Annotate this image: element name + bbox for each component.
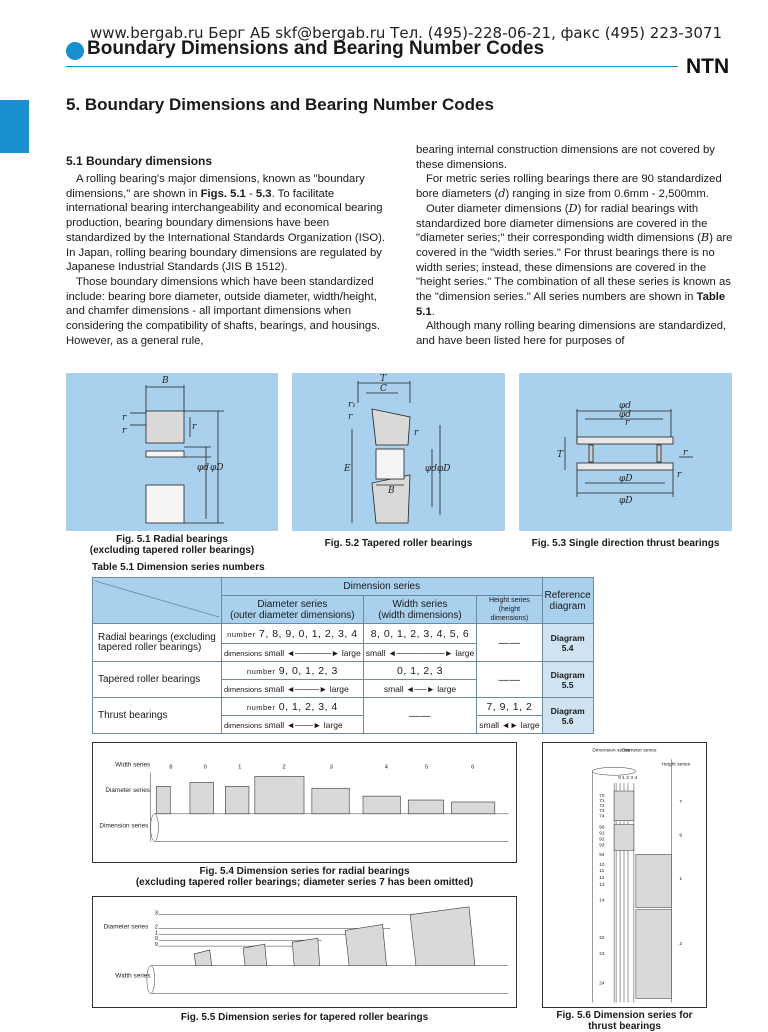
svg-text:23: 23 — [599, 952, 605, 958]
svg-text:91: 91 — [599, 831, 605, 837]
caption-fig-5-5: Fig. 5.5 Dimension series for tapered roller bearings — [180, 1012, 429, 1023]
label-T: T — [380, 374, 387, 384]
paragraph: Although many rolling bearing dimensions are standardized, and have been listed here for purposes of — [416, 320, 727, 348]
row-label: Tapered roller bearings — [93, 662, 222, 698]
diagram-tapered-dimension-series — [92, 896, 517, 1008]
diameter-series-number: 9 — [154, 942, 159, 949]
header-height-series: Height series (height dimensions) — [477, 596, 542, 624]
svg-text:10: 10 — [599, 863, 605, 869]
width-values: 0, 1, 2, 3 — [363, 662, 476, 680]
label-T: T — [557, 450, 564, 460]
width-series-number: 3 — [329, 764, 333, 771]
header-contact: www.bergab.ru Берг АБ skf@bergab.ru Тел. (495)-228-06-21, факс (495) 223-3071 — [90, 24, 723, 42]
brand-logo: NTN — [686, 55, 730, 78]
body-column-left — [66, 172, 386, 348]
header-reference: Reference diagram — [542, 578, 593, 624]
caption-fig-5-3: Fig. 5.3 Single direction thrust bearings — [531, 538, 720, 549]
height-series-number: 1 — [679, 876, 683, 882]
figure-tapered-roller-bearing — [292, 373, 505, 531]
width-range: small ◄────────► large — [363, 644, 476, 662]
diameter-values: number 0, 1, 2, 3, 4 — [222, 698, 364, 716]
label-phi-d: φd — [425, 464, 438, 474]
width-series-number: 6 — [471, 764, 475, 771]
paragraph: For metric series rolling bearings there are 90 standardized bore diameters (d) ranging in size from 0.6mm - 2,500mm. — [416, 173, 722, 201]
svg-text:72: 72 — [599, 803, 605, 809]
label-phi-D: φD — [210, 463, 224, 473]
diameter-series-number: 1 — [154, 930, 159, 937]
label-r: r — [192, 422, 197, 432]
height-values: —— — [477, 662, 542, 698]
label-dimension-series: Dimension series — [592, 748, 631, 754]
label-E: E — [344, 464, 351, 474]
svg-text:24: 24 — [599, 981, 605, 987]
header-bullet-icon — [66, 42, 84, 60]
label-phi-D: φD — [619, 474, 633, 484]
diameter-range: dimensions small ◄────► large — [222, 680, 364, 698]
diameter-values: number 9, 0, 1, 2, 3 — [222, 662, 364, 680]
header-title: Boundary Dimensions and Bearing Number Codes — [87, 38, 545, 59]
figure-radial-bearing — [66, 373, 278, 531]
label-B: B — [162, 376, 169, 386]
header-rule — [66, 66, 678, 67]
height-values: 7, 9, 1, 2 — [477, 698, 542, 716]
header-dimension-series: Dimension series — [222, 578, 543, 596]
side-tab-marker — [0, 100, 29, 153]
label-phi-d: φd — [619, 401, 632, 411]
height-series-number: 9 — [679, 833, 683, 839]
label-height-series: Height series — [661, 762, 691, 768]
subsection-title: 5.1 Boundary dimensions — [66, 154, 213, 168]
height-range: small ◄► large — [477, 716, 542, 734]
reference-diagram: Diagram 5.4 — [542, 624, 593, 662]
figure-thrust-bearing — [519, 373, 732, 531]
diameter-range: dimensions small ◄───► large — [222, 716, 364, 734]
paragraph: Outer diameter dimensions (D) for radial bearings with standardized bore diameter dimensions are covered in the "diameter series;" their corresponding width dimensions (B) are covered in the "width series." For thrust bearings there is no width series; instead, these dimensions are covered in the "height series." The combination of all these series is known as the "dimension series." All series numbers are shown in Table 5.1. — [416, 201, 733, 318]
label-phi-D: φD — [619, 496, 633, 506]
width-series-number: 4 — [384, 764, 388, 771]
width-values: 8, 0, 1, 2, 3, 4, 5, 6 — [363, 624, 476, 644]
label-dimension-series: Dimension series — [99, 822, 149, 830]
diameter-range: dimensions small ◄──────► large — [222, 644, 364, 662]
svg-text:92: 92 — [599, 837, 605, 843]
height-series-number: 2 — [679, 942, 683, 948]
svg-text:73: 73 — [599, 808, 605, 814]
label-r: r — [677, 470, 682, 480]
dimension-series-table — [92, 577, 594, 734]
table-row — [93, 624, 594, 644]
diagram-thrust-dimension-series — [542, 742, 707, 1008]
svg-text:94: 94 — [599, 853, 605, 859]
height-values: —— — [477, 624, 542, 662]
diagram-radial-dimension-series — [92, 742, 517, 863]
svg-text:93: 93 — [599, 843, 605, 849]
height-series-number: 7 — [679, 799, 683, 805]
svg-text:14: 14 — [599, 898, 605, 904]
label-C: C — [380, 384, 387, 394]
svg-text:70: 70 — [599, 793, 605, 799]
paragraph: Those boundary dimensions which have been standardized include: bearing bore diameter, outside diameter, width/height, and chamfer dimensions - all important dimensions when considering the compatibility of shafts, bearings, and housings. However, as a general rule, — [66, 275, 380, 347]
width-range: small ◄──► large — [363, 680, 476, 698]
label-phi-d: φd — [619, 410, 632, 420]
diameter-series-number: 2 — [154, 924, 159, 931]
caption-fig-5-6: Fig. 5.6 Dimension series for thrust bearings — [556, 1010, 693, 1032]
svg-text:11: 11 — [599, 869, 605, 875]
table-title: Table 5.1 Dimension series numbers — [92, 562, 265, 573]
diameter-series-number: 3 — [154, 910, 159, 917]
width-values: —— — [363, 698, 476, 734]
reference-diagram: Diagram 5.5 — [542, 662, 593, 698]
table-corner — [93, 578, 222, 624]
diameter-series-numbers: 0 1 2 3 4 — [618, 776, 638, 782]
label-width-series: Width series — [115, 761, 151, 769]
label-diameter-series: Diameter series — [622, 748, 657, 754]
label-r: r — [414, 428, 419, 438]
row-label: Thrust bearings — [93, 698, 222, 734]
label-r: r — [348, 412, 353, 422]
table-row — [93, 662, 594, 680]
caption-fig-5-2: Fig. 5.2 Tapered roller bearings — [324, 538, 473, 549]
diameter-values: number 7, 8, 9, 0, 1, 2, 3, 4 — [222, 624, 364, 644]
width-series-number: 5 — [424, 764, 429, 771]
header-width-series: Width series (width dimensions) — [363, 596, 476, 624]
label-diameter-series: Diameter series — [105, 787, 150, 795]
label-r: r — [683, 448, 688, 458]
table-row — [93, 698, 594, 716]
label-r1: r₁ — [348, 400, 356, 410]
svg-text:90: 90 — [599, 825, 605, 831]
paragraph: bearing internal construction dimensions are not covered by these dimensions. — [416, 144, 715, 171]
label-phi-d: φd — [197, 463, 210, 473]
svg-text:13: 13 — [599, 882, 605, 888]
width-series-number: 8 — [169, 764, 173, 771]
header-diameter-series: Diameter series (outer diameter dimensions) — [222, 596, 364, 624]
label-r: r — [625, 418, 630, 428]
body-column-right — [416, 143, 736, 349]
paragraph: A rolling bearing's major dimensions, known as "boundary dimensions," are shown in Figs. 5.1 - 5.3. To facilitate international bearing interchangeability and economical bearing production, bearing boundary dimensions have been standardized by the International Standards Organization (ISO). In Japan, rolling bearing boundary dimensions are regulated by Japanese Industrial Standards (JIS B 1512). — [66, 173, 386, 274]
diameter-series-number: 0 — [154, 936, 159, 943]
width-series-number: 2 — [282, 764, 286, 771]
svg-text:22: 22 — [599, 936, 605, 942]
reference-diagram: Diagram 5.6 — [542, 698, 593, 734]
label-r: r — [122, 413, 127, 423]
svg-text:71: 71 — [599, 798, 605, 804]
caption-fig-5-4: Fig. 5.4 Dimension series for radial bearings (excluding tapered roller bearings; diameter series 7 has been omitted) — [135, 866, 474, 888]
label-width-series: Width series — [115, 972, 151, 980]
label-r: r — [122, 426, 127, 436]
section-title: 5. Boundary Dimensions and Bearing Number Codes — [66, 95, 494, 114]
label-phi-D: φD — [437, 464, 451, 474]
svg-text:12: 12 — [599, 875, 605, 881]
label-diameter-series: Diameter series — [103, 923, 149, 931]
svg-text:74: 74 — [599, 814, 605, 820]
label-B: B — [388, 486, 395, 496]
caption-fig-5-1: Fig. 5.1 Radial bearings (excluding tapered roller bearings) — [89, 534, 255, 556]
row-label: Radial bearings (excluding tapered roller bearings) — [93, 624, 222, 662]
width-series-number: 1 — [238, 764, 242, 771]
width-series-number: 0 — [203, 764, 207, 771]
